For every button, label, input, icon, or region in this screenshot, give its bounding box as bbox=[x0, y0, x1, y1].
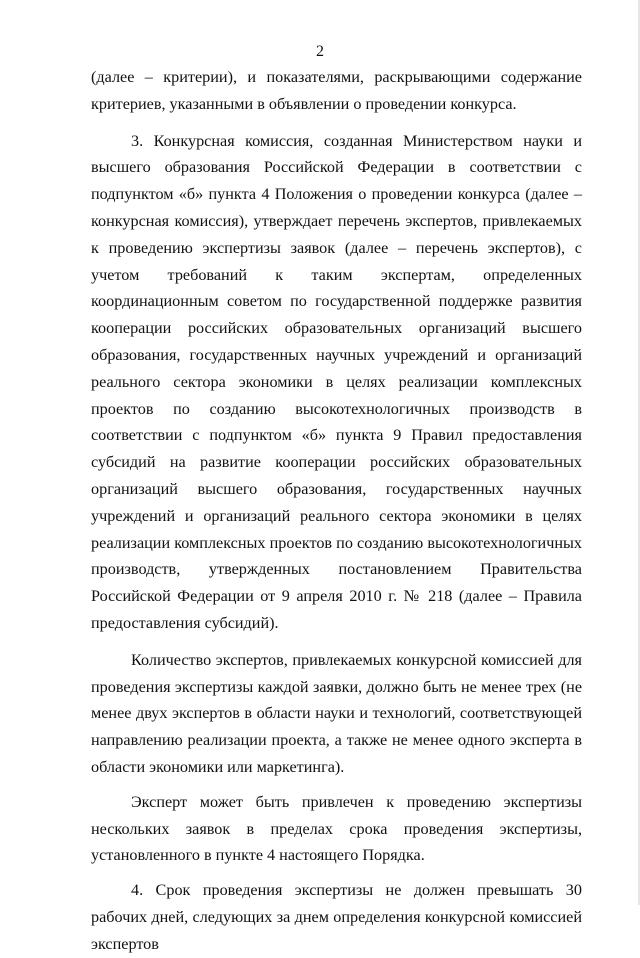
paragraph-item-4-term: 4. Срок проведения экспертизы не должен превышать 30 рабочих дней, следующих за днем определения конкурсной комиссией экспертов bbox=[91, 881, 582, 953]
document-body bbox=[91, 64, 582, 958]
paragraph-criteria-continuation: (далее – критерии), и показателями, раскрывающими содержание критериев, указанными в объявлении о проведении конкурса. bbox=[91, 68, 582, 113]
page-number: 2 bbox=[316, 43, 324, 60]
paragraph-expert-multiple-applications: Эксперт может быть привлечен к проведению экспертизы нескольких заявок в пределах срока проведения экспертизы, установленного в пункте 4 настоящего Порядка. bbox=[91, 792, 582, 865]
paragraph-expert-count: Количество экспертов, привлекаемых конкурсной комиссией для проведения экспертизы каждой заявки, должно быть не менее трех (не менее двух экспертов в области науки и технологий, соответствующей направлению реализации проекта, а также не менее одного эксперта в области экономики или маркетинга). bbox=[91, 650, 582, 776]
paragraph-item-3-commission: 3. Конкурсная комиссия, созданная Министерством науки и высшего образования Российской Федерации в соответствии с подпунктом «б» пункта 4 Положения о проведении конкурса (далее – конкурсная комиссия), утверждает перечень экспертов, привлекаемых к проведению экспертизы заявок (далее – перечень экспертов), с учетом требований к таким экспертам, определенных координационным советом по государственной поддержке развития кооперации российских образовательных организаций высшего образования, государственных научных учреждений и организаций реального сектора экономики в целях реализации комплексных проектов по созданию высокотехнологичных производств в соответствии с подпунктом «б» пункта 9 Правил предоставления субсидий на развитие кооперации российских образовательных организаций высшего образования, государственных научных учреждений и организаций реального сектора экономики в целях реализации комплексных проектов по созданию высокотехнологичных производств, утвержденных постановлением Правительства Российской Федерации от 9 апреля 2010 г. № 218 (далее – Правила предоставления субсидий). bbox=[91, 131, 582, 632]
